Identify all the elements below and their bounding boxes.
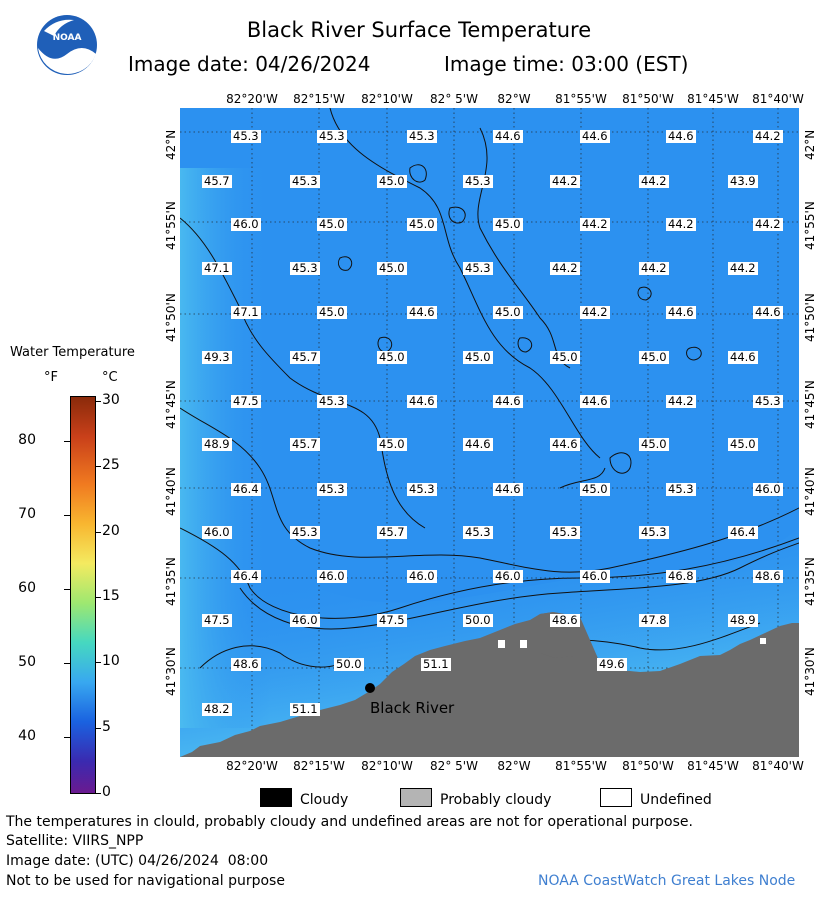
temperature-value: 45.0	[409, 217, 435, 231]
nav-warning-text: Not to be used for navigational purpose	[6, 873, 285, 889]
legend-celsius-tick: 10	[102, 653, 120, 670]
temperature-map	[180, 108, 799, 757]
temperature-value: 46.0	[204, 525, 230, 539]
longitude-label-bottom: 81°40'W	[752, 759, 804, 773]
temperature-value: 44.6	[465, 437, 491, 451]
temperature-value: 45.0	[319, 305, 345, 319]
legend-fahrenheit-tick: 60	[18, 580, 36, 596]
temperature-value: 47.1	[233, 305, 259, 319]
temperature-value: 44.6	[668, 305, 694, 319]
legend-tick-mark	[95, 793, 101, 794]
temperature-value: 45.0	[319, 217, 345, 231]
temperature-value: 46.0	[755, 482, 781, 496]
longitude-label-top: 82°W	[497, 92, 531, 106]
credit-text: NOAA CoastWatch Great Lakes Node	[538, 873, 796, 889]
temperature-value: 45.3	[465, 525, 491, 539]
temperature-value: 45.3	[292, 525, 318, 539]
longitude-label-bottom: 81°50'W	[622, 759, 674, 773]
temperature-value: 45.0	[641, 437, 667, 451]
temperature-value: 44.2	[552, 261, 578, 275]
temperature-value: 45.7	[292, 350, 318, 364]
temperature-value: 50.0	[336, 657, 362, 671]
temperature-value: 45.3	[465, 261, 491, 275]
legend-fahrenheit-tick: 50	[18, 654, 36, 670]
longitude-label-top: 82°20'W	[226, 92, 278, 106]
legend-title: Water Temperature	[10, 345, 135, 360]
probably-cloudy-label: Probably cloudy	[440, 792, 552, 808]
temperature-value: 45.0	[495, 217, 521, 231]
satellite-text: Satellite: VIIRS_NPP	[6, 833, 144, 849]
image-date: Image date: 04/26/2024	[128, 52, 371, 76]
temperature-value: 49.6	[599, 657, 625, 671]
temperature-value: 44.6	[755, 305, 781, 319]
temperature-value: 45.0	[379, 350, 405, 364]
temperature-value: 45.7	[204, 174, 230, 188]
temperature-value: 45.7	[379, 525, 405, 539]
temperature-value: 45.0	[582, 482, 608, 496]
temperature-value: 44.6	[409, 394, 435, 408]
undefined-label: Undefined	[640, 792, 712, 808]
latitude-label-left: 41°55'N	[164, 201, 178, 250]
longitude-label-bottom: 82°10'W	[361, 759, 413, 773]
legend-celsius-tick: 25	[102, 457, 120, 474]
legend-tick-mark	[64, 515, 70, 516]
temperature-value: 51.1	[423, 657, 449, 671]
legend-tick-mark	[64, 737, 70, 738]
temperature-value: 45.3	[233, 129, 259, 143]
latitude-label-left: 41°45'N	[164, 380, 178, 429]
temperature-value: 44.6	[495, 129, 521, 143]
temperature-value: 44.2	[755, 129, 781, 143]
temperature-value: 45.0	[495, 305, 521, 319]
longitude-label-top: 81°40'W	[752, 92, 804, 106]
svg-text:NOAA: NOAA	[52, 33, 82, 43]
temperature-value: 45.3	[465, 174, 491, 188]
legend-celsius-tick: 0	[102, 783, 111, 800]
legend-fahrenheit-tick: 70	[18, 506, 36, 522]
temperature-value: 44.2	[582, 305, 608, 319]
temperature-value: 45.3	[292, 174, 318, 188]
temperature-value: 45.0	[379, 437, 405, 451]
legend-tick-mark	[64, 663, 70, 664]
longitude-label-top: 82° 5'W	[430, 92, 478, 106]
temperature-value: 47.8	[641, 613, 667, 627]
temperature-value: 45.0	[552, 350, 578, 364]
legend-tick-mark	[95, 401, 101, 402]
undefined-swatch	[600, 788, 632, 807]
temperature-value: 50.0	[465, 613, 491, 627]
temperature-value: 51.1	[292, 702, 318, 716]
temperature-value: 46.4	[233, 569, 259, 583]
temperature-value: 48.9	[730, 613, 756, 627]
latitude-label-left: 41°35'N	[164, 557, 178, 606]
latitude-label-right: 41°30'N	[803, 647, 817, 696]
temperature-value: 44.6	[495, 482, 521, 496]
latitude-label-left: 41°50'N	[164, 293, 178, 342]
temperature-value: 46.0	[233, 217, 259, 231]
longitude-label-top: 81°45'W	[687, 92, 739, 106]
temperature-value: 45.7	[292, 437, 318, 451]
temperature-value: 46.0	[495, 569, 521, 583]
temperature-value: 45.3	[292, 261, 318, 275]
temperature-value: 45.0	[730, 437, 756, 451]
latitude-label-left: 42°N	[164, 129, 178, 160]
legend-tick-mark	[95, 597, 101, 598]
longitude-label-bottom: 82°W	[497, 759, 531, 773]
longitude-label-bottom: 82° 5'W	[430, 759, 478, 773]
temperature-labels	[180, 108, 799, 757]
temperature-value: 45.3	[755, 394, 781, 408]
legend-tick-mark	[64, 441, 70, 442]
longitude-label-top: 81°55'W	[555, 92, 607, 106]
temperature-value: 44.6	[730, 350, 756, 364]
temperature-value: 46.0	[582, 569, 608, 583]
temperature-value: 46.4	[233, 482, 259, 496]
temperature-value: 47.5	[379, 613, 405, 627]
latitude-label-left: 41°40'N	[164, 467, 178, 516]
temperature-value: 46.0	[292, 613, 318, 627]
temperature-value: 48.2	[204, 702, 230, 716]
temperature-value: 46.8	[668, 569, 694, 583]
legend-tick-mark	[95, 728, 101, 729]
legend-celsius-tick: 15	[102, 587, 120, 604]
legend-tick-mark	[95, 466, 101, 467]
disclaimer-text: The temperatures in clould, probably cloudy and undefined areas are not for operational purpose.	[6, 814, 693, 830]
temperature-value: 45.3	[641, 525, 667, 539]
legend-unit-celsius: °C	[102, 370, 118, 385]
temperature-value: 44.2	[641, 261, 667, 275]
temperature-value: 48.9	[204, 437, 230, 451]
legend-fahrenheit-tick: 40	[18, 728, 36, 744]
temperature-value: 49.3	[204, 350, 230, 364]
temperature-value: 43.9	[730, 174, 756, 188]
temperature-value: 47.5	[204, 613, 230, 627]
temperature-value: 46.0	[409, 569, 435, 583]
latitude-label-right: 41°55'N	[803, 201, 817, 250]
legend-celsius-tick: 30	[102, 392, 120, 408]
temperature-value: 44.2	[552, 174, 578, 188]
temperature-value: 45.0	[641, 350, 667, 364]
latitude-label-right: 41°50'N	[803, 293, 817, 342]
temperature-value: 45.3	[409, 482, 435, 496]
longitude-label-top: 81°50'W	[622, 92, 674, 106]
temperature-value: 47.5	[233, 394, 259, 408]
legend-celsius-tick: 20	[102, 522, 120, 539]
temperature-value: 44.2	[668, 217, 694, 231]
temperature-value: 45.0	[379, 174, 405, 188]
temperature-value: 44.6	[582, 394, 608, 408]
temperature-value: 45.0	[465, 350, 491, 364]
map-title: Black River Surface Temperature	[246, 18, 592, 42]
utc-date-text: Image date: (UTC) 04/26/2024 08:00	[6, 853, 269, 869]
temperature-value: 48.6	[552, 613, 578, 627]
legend-celsius-tick: 5	[102, 718, 111, 735]
temperature-value: 44.2	[582, 217, 608, 231]
legend-tick-mark	[95, 662, 101, 663]
longitude-label-bottom: 81°55'W	[555, 759, 607, 773]
temperature-value: 45.0	[379, 261, 405, 275]
latitude-label-left: 41°30'N	[164, 647, 178, 696]
temperature-value: 45.3	[409, 129, 435, 143]
latitude-label-right: 41°35'N	[803, 557, 817, 606]
longitude-label-bottom: 82°15'W	[293, 759, 345, 773]
temperature-value: 45.3	[668, 482, 694, 496]
image-time: Image time: 03:00 (EST)	[444, 52, 689, 76]
temperature-value: 45.3	[319, 129, 345, 143]
cloudy-label: Cloudy	[300, 792, 349, 808]
legend-fahrenheit-tick: 80	[18, 432, 36, 448]
temperature-value: 45.3	[319, 482, 345, 496]
latitude-label-right: 41°40'N	[803, 467, 817, 516]
temperature-value: 44.2	[755, 217, 781, 231]
temperature-value: 44.6	[552, 437, 578, 451]
temperature-value: 44.2	[668, 394, 694, 408]
temperature-value: 44.2	[641, 174, 667, 188]
temperature-value: 44.6	[668, 129, 694, 143]
latitude-label-right: 42°N	[803, 129, 817, 160]
probably-cloudy-swatch	[400, 788, 432, 807]
temperature-value: 44.6	[495, 394, 521, 408]
temperature-value: 45.3	[319, 394, 345, 408]
longitude-label-top: 82°15'W	[293, 92, 345, 106]
temperature-value: 46.0	[319, 569, 345, 583]
temperature-value: 46.4	[730, 525, 756, 539]
temperature-value: 48.6	[755, 569, 781, 583]
temperature-value: 44.6	[582, 129, 608, 143]
temperature-value: 45.3	[552, 525, 578, 539]
legend-tick-mark	[95, 532, 101, 533]
longitude-label-top: 82°10'W	[361, 92, 413, 106]
temperature-value: 44.2	[730, 261, 756, 275]
longitude-label-bottom: 82°20'W	[226, 759, 278, 773]
legend-tick-mark	[64, 589, 70, 590]
longitude-label-bottom: 81°45'W	[687, 759, 739, 773]
temperature-value: 48.6	[233, 657, 259, 671]
temperature-value: 44.6	[409, 305, 435, 319]
cloudy-swatch	[260, 788, 292, 807]
color-scale-bar	[70, 396, 96, 794]
latitude-label-right: 41°45'N	[803, 380, 817, 429]
legend-unit-fahrenheit: °F	[44, 370, 58, 385]
black-river-label: Black River	[370, 699, 455, 717]
temperature-value: 47.1	[204, 261, 230, 275]
